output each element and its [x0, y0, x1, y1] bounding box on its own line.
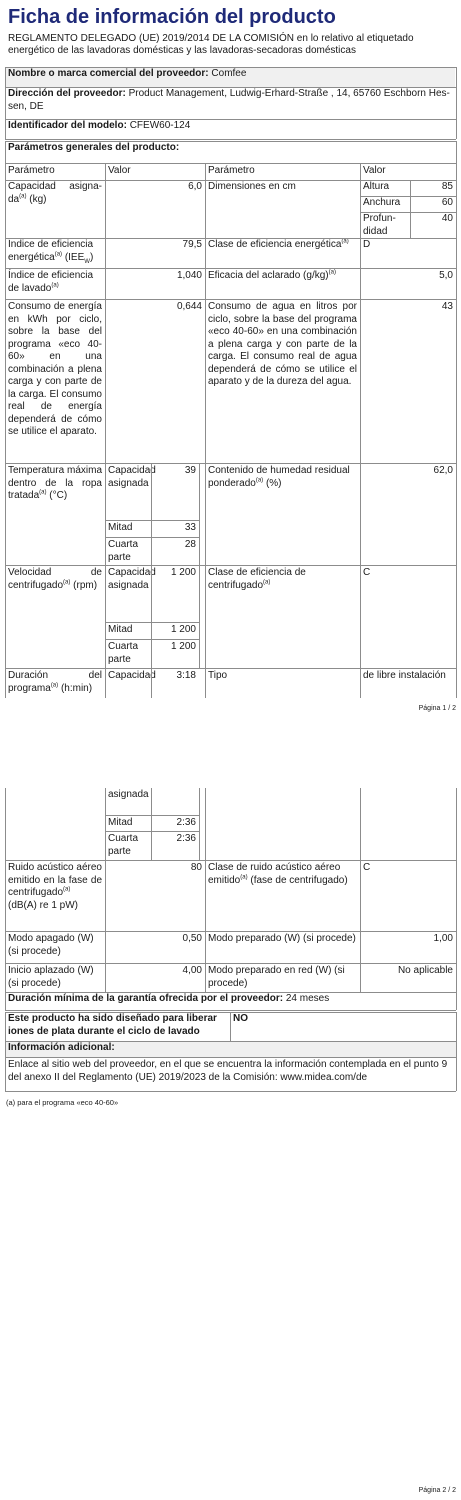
network-standby-value: No aplicable: [397, 965, 453, 976]
temperature-cap-label: Capacidad asignada: [108, 465, 156, 489]
general-parameters-label: Parámetros generales del producto:: [8, 142, 180, 153]
supplier-name-row: [5, 67, 455, 87]
temperature-quarter-label: Cuarta parte: [108, 539, 139, 563]
col-header-param-2: Parámetro: [208, 165, 255, 176]
eei-value: 79,5: [182, 239, 202, 250]
spin-half-label: Mitad: [108, 624, 133, 635]
duration-cap-label: Capacidad: [108, 670, 156, 681]
spin-cap-label: Capacidad asignada: [108, 567, 156, 591]
energy-consumption-label: Consumo de energía en kWh por ciclo, sobre la base del programa «eco 40-60» en una combinación a plena carga y con parte de la carga. El consumo real de energía dependerá de cómo se utilice el aparato.: [8, 301, 102, 437]
duration-half-value: 2:36: [176, 817, 196, 828]
guarantee-label: Duración mínima de la garantía ofrecida por el proveedor:: [8, 993, 284, 1004]
page-number-2: Página 2 / 2: [418, 1487, 456, 1494]
water-consumption-value: 43: [441, 301, 453, 312]
temperature-half-value: 33: [184, 522, 196, 533]
duration-quarter-label: Cuarta parte: [108, 833, 139, 857]
col-header-value: Valor: [108, 165, 131, 176]
silver-ions-value: NO: [233, 1013, 248, 1024]
model-id: CFEW60-124: [129, 120, 191, 131]
duration-label: Duración del programa$^{(a)}$ (h:min): [8, 670, 102, 694]
supplier-address-label: Dirección del proveedor:: [8, 88, 126, 99]
depth-label: Profun-didad: [363, 213, 396, 237]
energy-consumption-value: 0,644: [176, 301, 202, 312]
washing-efficiency-value: 1,040: [176, 270, 202, 281]
network-standby-label: Modo preparado en red (W) (si procede): [208, 965, 345, 989]
page-number-1: Página 1 / 2: [418, 705, 456, 712]
col-header-value-2: Valor: [363, 165, 386, 176]
capacity-label: Capacidad asigna-$da^{(a)}$ (kg): [8, 181, 102, 205]
spin-quarter-label: Cuarta parte: [108, 641, 139, 665]
footnote: (a) para el programa «eco 40-60»: [6, 1098, 119, 1107]
supplier-address: Product Management, Ludwig-Erhard-Straße , 14, 65760 Eschborn Hes-sen, DE: [8, 88, 450, 112]
spin-class-value: C: [363, 567, 371, 578]
spin-half-value: 1 200: [170, 624, 196, 635]
noise-value: 80: [190, 862, 202, 873]
duration-cap-label-cont: asignada: [108, 789, 149, 800]
model-label: Identificador del modelo:: [8, 120, 127, 131]
width-value: 60: [441, 197, 453, 208]
model-row: [5, 119, 455, 139]
depth-value: 40: [441, 213, 453, 224]
height-value: 85: [441, 181, 453, 192]
supplier-name-label: Nombre o marca comercial del proveedor:: [8, 68, 209, 79]
standby-value: 1,00: [433, 933, 453, 944]
col-header-param: Parámetro: [8, 165, 55, 176]
water-consumption-label: Consumo de agua en litros por ciclo, sobre la base del programa «eco 40-60» en una combinación a plena carga y con parte de la carga. El consumo real de agua dependerá de cómo se utilice el aparato y de la dureza del agua.: [208, 301, 357, 387]
standby-label: Modo preparado (W) (si procede): [208, 933, 356, 944]
duration-quarter-value: 2:36: [176, 833, 196, 844]
additional-info-text: Enlace al sitio web del proveedor, en el que se encuentra la información contemplada en el punto 9 del anexo II del Reglamento (UE) 2019/2023 de la Comisión: www.midea.com/de: [8, 1059, 448, 1083]
duration-half-label: Mitad: [108, 817, 133, 828]
supplier-address-row: [5, 87, 455, 119]
off-mode-value: 0,50: [182, 933, 202, 944]
page-2: [0, 748, 461, 1500]
temperature-half-label: Mitad: [108, 522, 133, 533]
height-label: Altura: [363, 181, 390, 192]
noise-class-value: C: [363, 862, 371, 873]
noise-label: Ruido acústico aéreo emitido en la fase de centrifugado$^{(a)}$ (dB(A) re 1 pW): [8, 862, 102, 911]
spin-class-label: Clase de eficiencia de centrifugado$^{(a)}$: [208, 567, 306, 591]
spin-speed-label: Velocidad de centrifugado$^{(a)}$ (rpm): [8, 567, 102, 591]
guarantee-row: [5, 992, 456, 1010]
temperature-label: Temperatura máxima dentro de la ropa tratada$^{(a)}$ (°C): [8, 465, 102, 501]
energy-class-value: D: [363, 239, 371, 250]
eei-label: Índice de eficiencia energética$^{(a)}$ $(IEE_W)$: [8, 239, 94, 265]
spin-quarter-value: 1 200: [170, 641, 196, 652]
page-1: [0, 0, 461, 748]
noise-class-label: Clase de ruido acústico aéreo emitido$^{(a)}$ (fase de centrifugado): [208, 862, 348, 886]
dimensions-label: Dimensiones en cm: [208, 181, 296, 192]
temperature-quarter-value: 28: [184, 539, 196, 550]
moisture-label: Contenido de humedad residual ponderado$^{(a)}$ (%): [208, 465, 350, 489]
additional-info-label: Información adicional:: [5, 1041, 456, 1057]
regulation-text: REGLAMENTO DELEGADO (UE) 2019/2014 DE LA COMISIÓN en lo relativo al etiquetado energético de las lavadoras domésticas y las lavadoras-secadoras domésticas: [8, 33, 414, 56]
capacity-value: 6,0: [188, 181, 202, 192]
type-value: de libre instalación: [363, 670, 446, 681]
type-label: Tipo: [208, 670, 228, 681]
off-mode-label: Modo apagado (W) (si procede): [8, 933, 94, 957]
washing-efficiency-label: Índice de eficiencia de lavado$^{(a)}$: [8, 270, 94, 294]
rinsing-value: 5,0: [439, 270, 453, 281]
document-title: Ficha de información del producto: [8, 6, 336, 28]
rinsing-label: Eficacia del aclarado $(g/kg)^{(a)}$: [208, 269, 336, 281]
temperature-cap-value: 39: [184, 465, 196, 476]
width-label: Anchura: [363, 197, 401, 208]
delay-start-label: Inicio aplazado (W) (si procede): [8, 965, 94, 989]
supplier-name: Comfee: [211, 68, 247, 79]
silver-ions-label: Este producto ha sido diseñado para liberar iones de plata durante el ciclo de lavado: [8, 1013, 217, 1037]
delay-start-value: 4,00: [182, 965, 202, 976]
guarantee-value: 24 meses: [285, 993, 330, 1004]
duration-cap-value: 3:18: [176, 670, 196, 681]
moisture-value: 62,0: [433, 465, 453, 476]
spin-cap-value: 1 200: [170, 567, 196, 578]
energy-class-label: Clase de eficiencia energética$^{(a)}$: [208, 238, 349, 250]
